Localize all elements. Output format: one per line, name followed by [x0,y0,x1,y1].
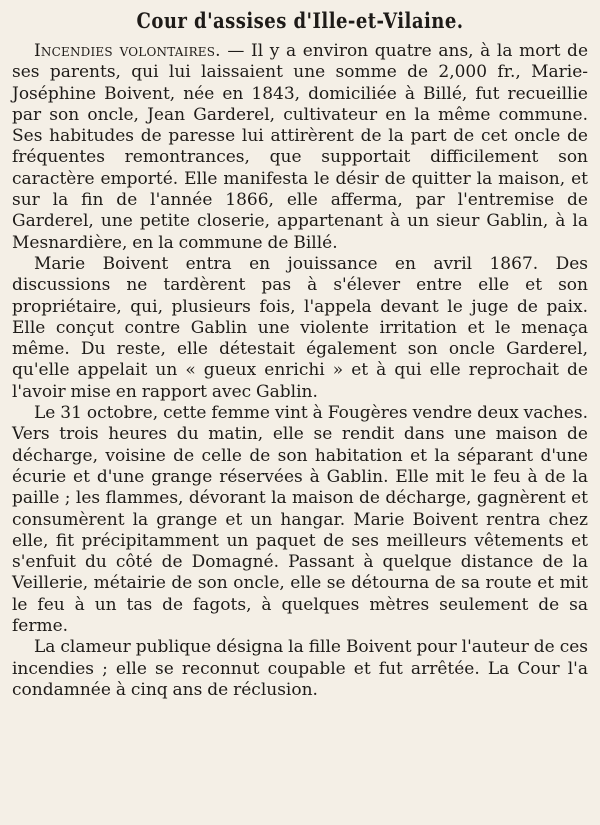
article-body [12,41,588,701]
paragraph-clameur [12,637,588,701]
article-heading: Cour d'assises d'Ille-et-Vilaine. [136,8,464,33]
paragraph-incendies [12,41,588,254]
paragraph-text: Le 31 octobre, cette femme vint à Fougères vendre deux vaches. Vers trois heures du matin, elle se rendit dans une maison de décharge, voisine de celle de son habitation et la séparant d'une écurie et d'une grange réservées à Gablin. Elle mit le feu à de la paille ; les flammes, dévorant la maison de décharge, gagnèrent et consumèrent la grange et un hangar. Marie Boivent rentra chez elle, fit précipitamment un paquet de ses meilleurs vêtements et s'enfuit du côté de Domagné. Passant à quelque distance de la Veillerie, métairie de son oncle, elle se détourna de sa route et mit le feu à un tas de fagots, à quelques mètres seulement de sa ferme. [12,403,588,637]
section-lead: Incendies volontaires. [34,41,221,61]
paragraph-text: — Il y a environ quatre ans, à la mort de ses parents, qui lui laissaient une somme de 2,000 fr., Marie-Joséphine Boivent, née en 1843, domiciliée à Billé, fut recueillie par son oncle, Jean Garderel, cultivateur en la même commune. Ses habitudes de paresse lui attirèrent de la part de cet oncle de fréquentes remontrances, que supportait difficilement son caractère emporté. Elle manifesta le désir de quitter la maison, et sur la fin de l'année 1866, elle afferma, par l'entremise de Garderel, une petite closerie, appartenant à un sieur Gablin, à la Mesnardière, en la commune de Billé. [12,41,588,253]
paragraph-31-octobre [12,403,588,637]
paragraph-text: La clameur publique désigna la fille Boivent pour l'auteur de ces incendies ; elle se reconnut coupable et fut arrêtée. La Cour l'a condamnée à cinq ans de réclusion. [12,637,588,700]
paragraph-text: Marie Boivent entra en jouissance en avril 1867. Des discussions ne tardèrent pas à s'élever entre elle et son propriétaire, qui, plusieurs fois, l'appela devant le juge de paix. Elle conçut contre Gablin une violente irritation et le menaça même. Du reste, elle détestait également son oncle Garderel, qu'elle appelait un « gueux enrichi » et à qui elle reprochait de l'avoir mise en rapport avec Gablin. [12,253,588,402]
paragraph-jouissance [12,254,588,403]
